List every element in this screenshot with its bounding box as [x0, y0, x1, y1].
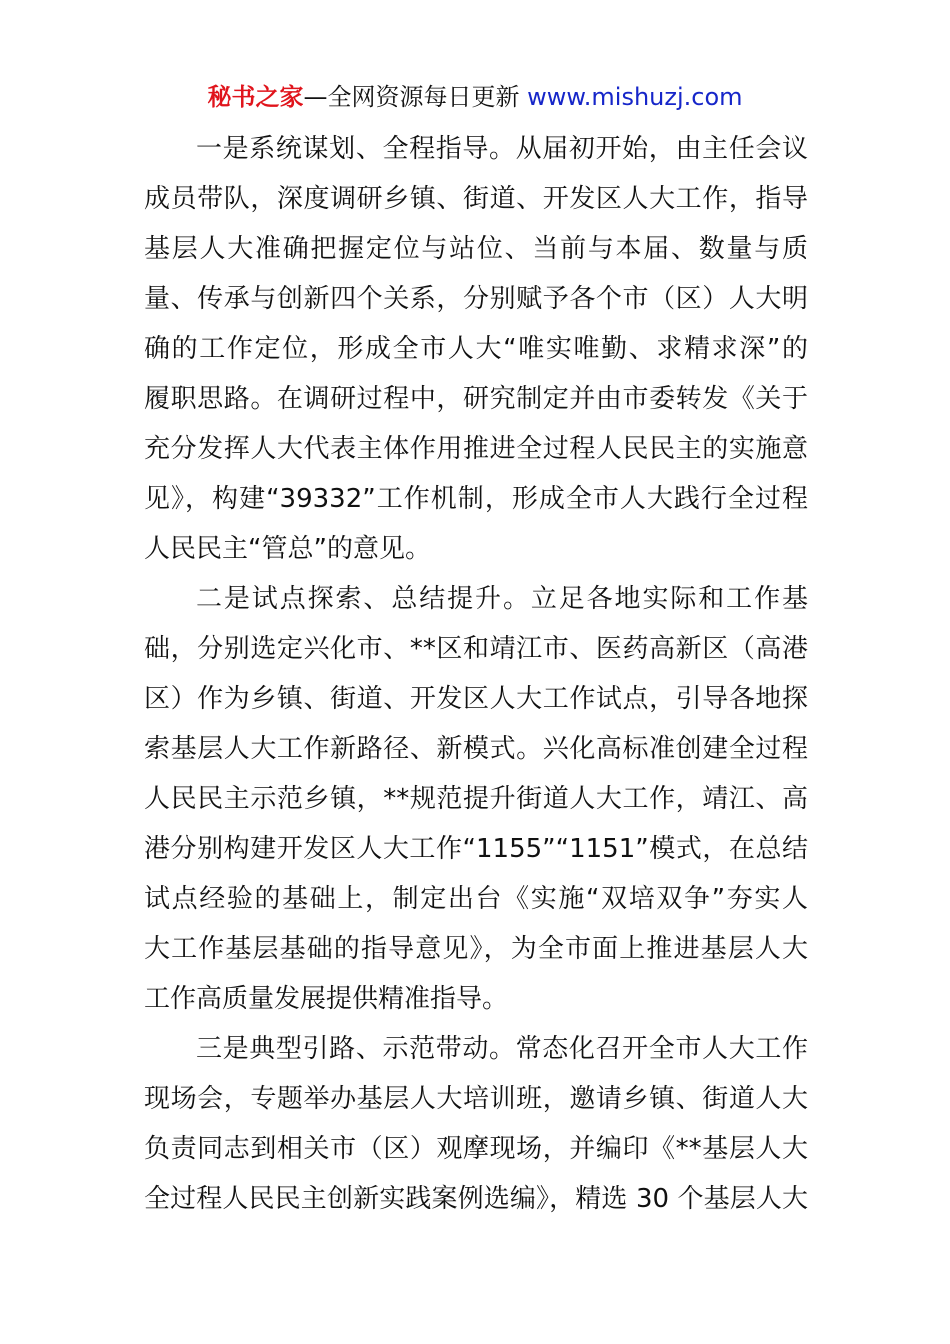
- text-line: 三是典型引路、示范带动。常态化召开全市人大工作: [196, 1034, 808, 1064]
- text-line: 二是试点探索、总结提升。立足各地实际和工作基: [196, 584, 808, 614]
- site-url-link[interactable]: www.mishuzj.com: [527, 83, 743, 111]
- paragraph-2: [144, 574, 808, 1024]
- paragraph-1: [144, 124, 808, 574]
- text-line: 人民民主“管总”的意见。: [144, 534, 431, 564]
- text-line: 现场会，专题举办基层人大培训班，邀请乡镇、街道人大: [144, 1084, 808, 1114]
- site-header: [0, 80, 950, 114]
- text-line: 区）作为乡镇、街道、开发区人大工作试点，引导各地探: [144, 684, 808, 714]
- text-line: 确的工作定位，形成全市人大“唯实唯勤、求精求深”的: [144, 334, 808, 364]
- text-line: 成员带队，深度调研乡镇、街道、开发区人大工作，指导: [144, 184, 808, 214]
- text-line: 履职思路。在调研过程中，研究制定并由市委转发《关于: [144, 384, 808, 414]
- paragraph-3: [144, 1024, 808, 1224]
- brand-name: 秘书之家: [207, 83, 304, 111]
- text-line: 基层人大准确把握定位与站位、当前与本届、数量与质: [144, 234, 808, 264]
- text-line: 港分别构建开发区人大工作“1155”“1151”模式，在总结: [144, 834, 808, 864]
- text-line: 充分发挥人大代表主体作用推进全过程人民民主的实施意: [144, 434, 808, 464]
- text-line: 见》，构建“39332”工作机制，形成全市人大践行全过程: [144, 484, 808, 514]
- text-line: 大工作基层基础的指导意见》，为全市面上推进基层人大: [144, 934, 808, 964]
- text-line: 索基层人大工作新路径、新模式。兴化高标准创建全过程: [144, 734, 808, 764]
- text-line: 量、传承与创新四个关系，分别赋予各个市（区）人大明: [144, 284, 808, 314]
- document-body: [144, 124, 808, 1224]
- text-line: 础，分别选定兴化市、**区和靖江市、医药高新区（高港: [144, 634, 808, 664]
- text-line: 工作高质量发展提供精准指导。: [144, 984, 509, 1014]
- text-line: 全过程人民民主创新实践案例选编》，精选 30 个基层人大: [144, 1184, 808, 1214]
- text-line: 一是系统谋划、全程指导。从届初开始，由主任会议: [196, 134, 808, 164]
- text-line: 负责同志到相关市（区）观摩现场，并编印《**基层人大: [144, 1134, 808, 1164]
- text-line: 人民民主示范乡镇，**规范提升街道人大工作，靖江、高: [144, 784, 808, 814]
- text-line: 试点经验的基础上，制定出台《实施“双培双争”夯实人: [144, 884, 808, 914]
- header-tagline: —全网资源每日更新: [303, 83, 520, 111]
